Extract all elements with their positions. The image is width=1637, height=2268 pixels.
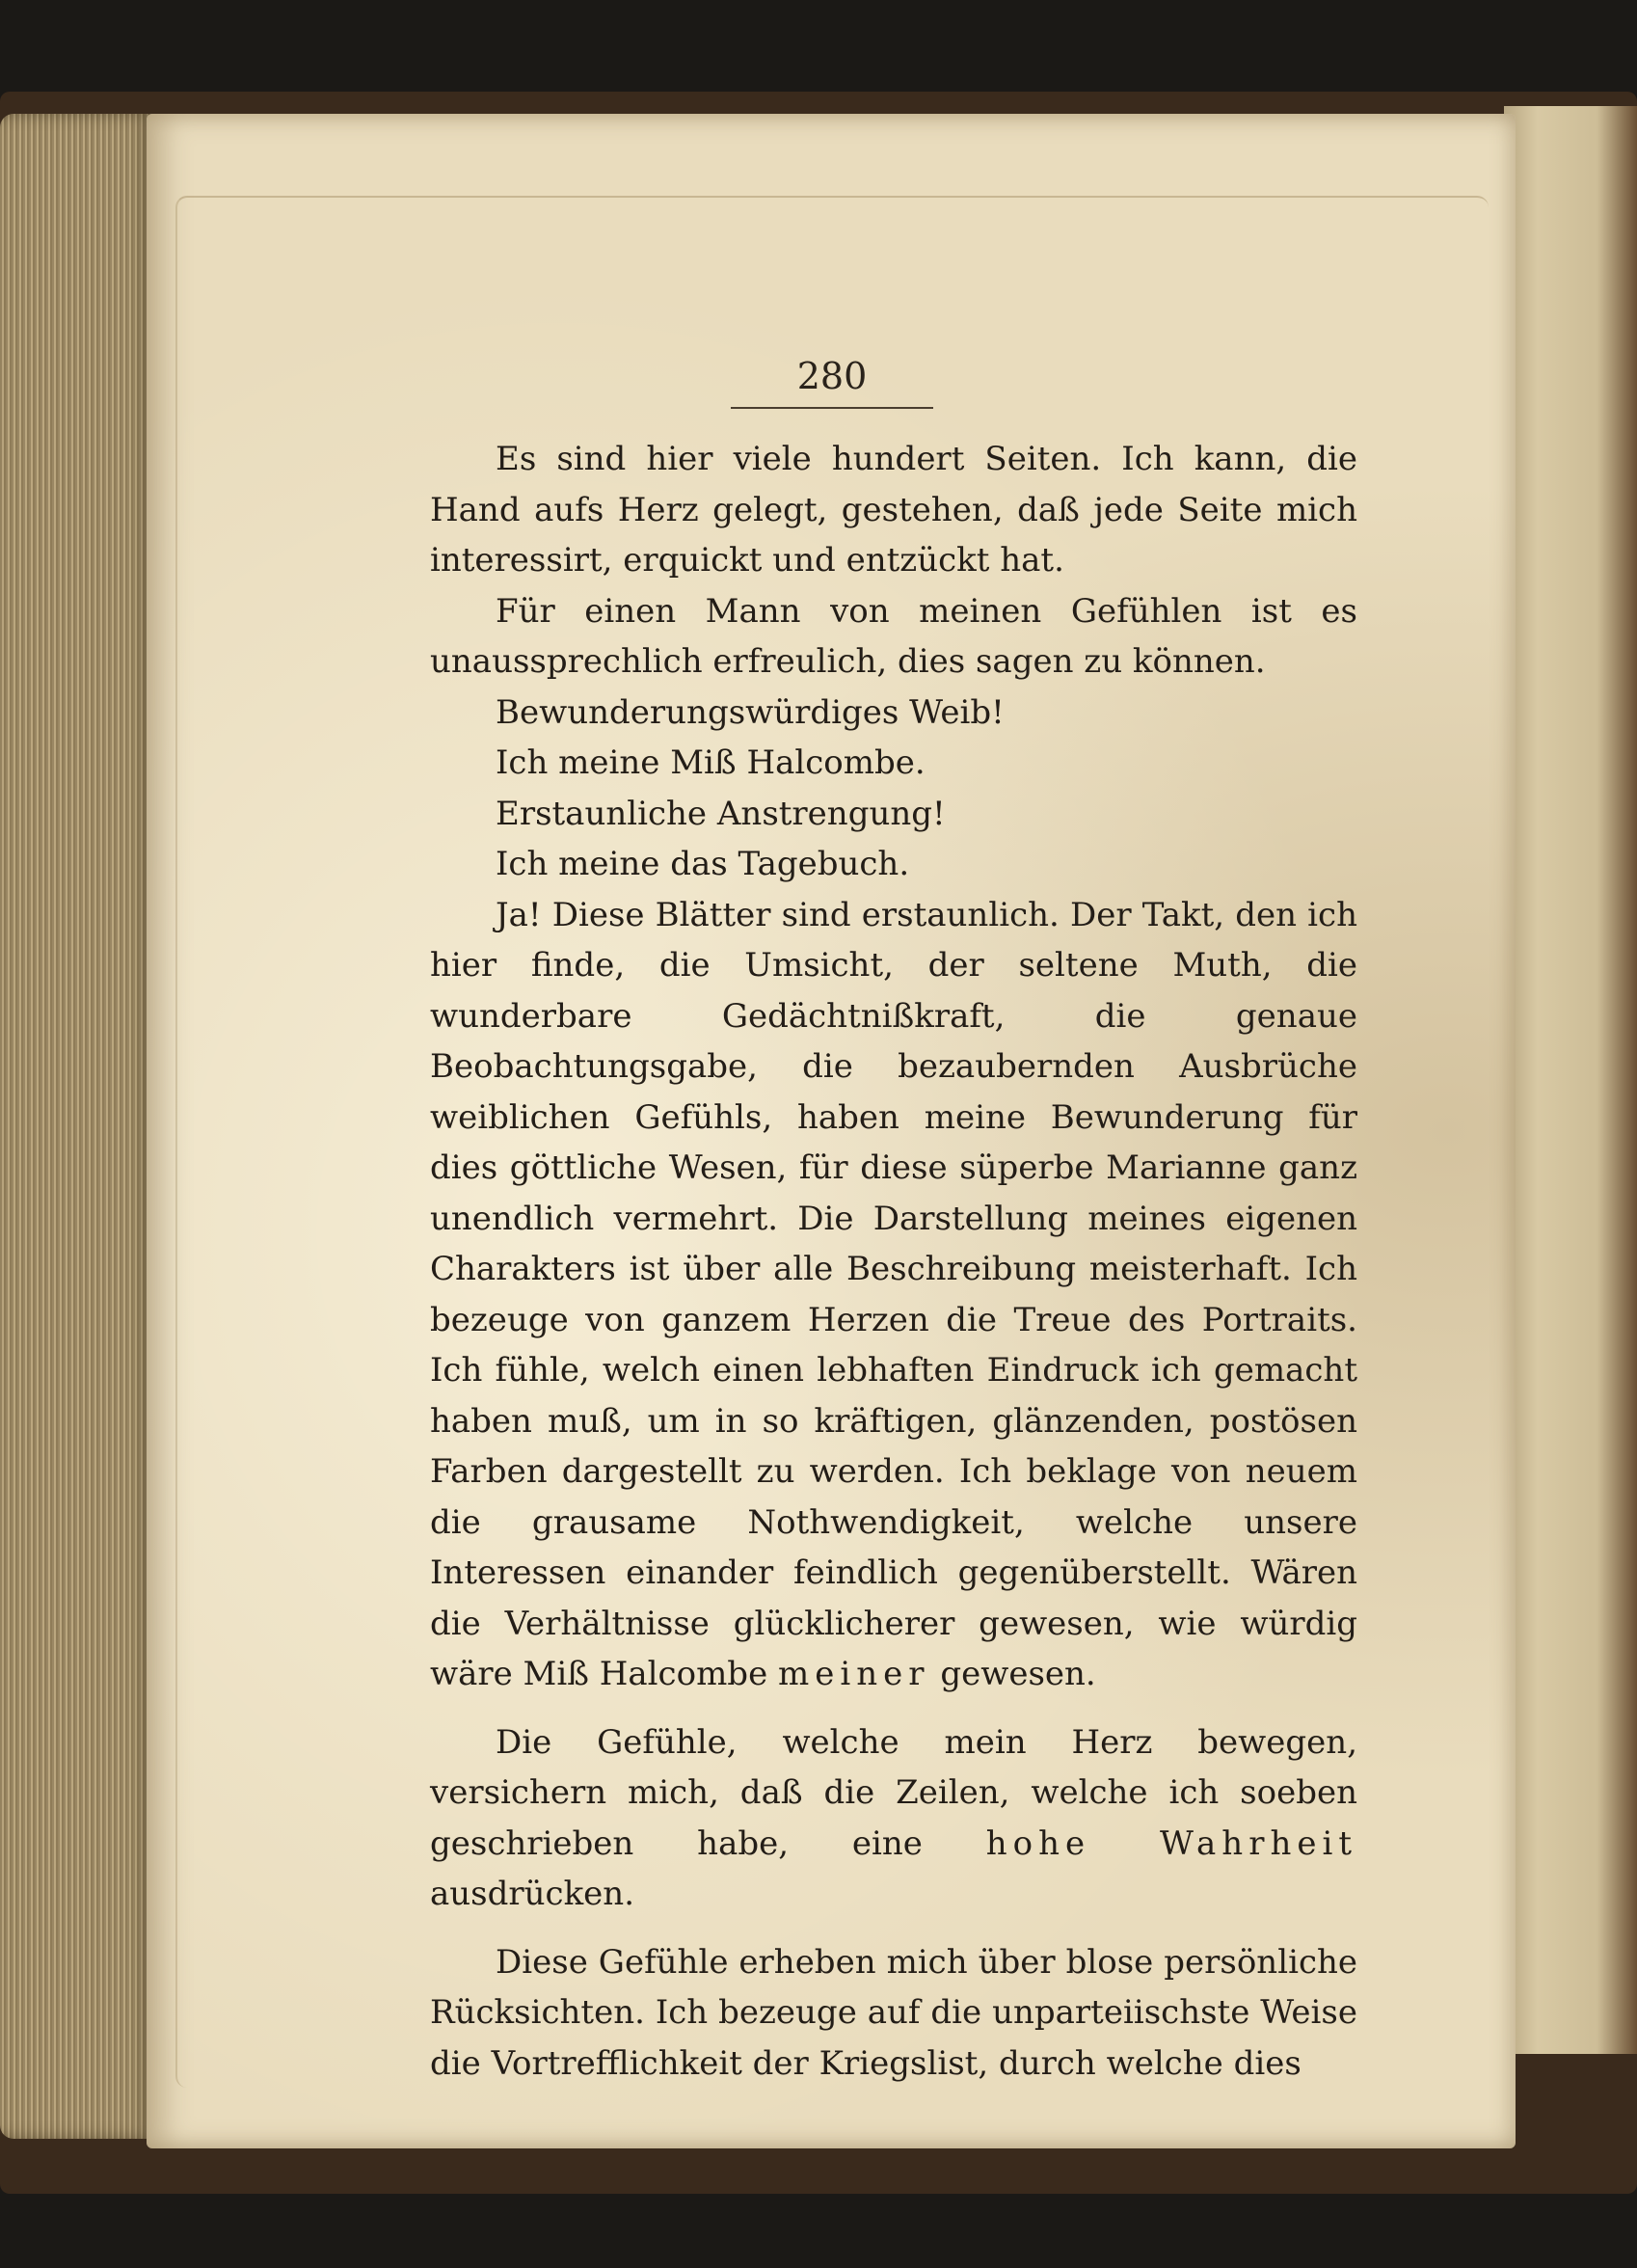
paragraph: Für einen Mann von meinen Gefühlen ist es unaussprechlich erfreulich, dies sagen zu können.	[430, 591, 1357, 681]
page-edges	[0, 114, 154, 2139]
emphasized-text: meiner	[778, 1655, 930, 1693]
paragraph	[430, 890, 1357, 1700]
paragraph-text: ausdrücken.	[430, 1875, 635, 1913]
paragraph: Bewunderungswürdiges Weib!	[496, 692, 1005, 732]
facing-page-edge	[1504, 106, 1637, 2054]
emphasized-text: hohe Wahrheit	[985, 1823, 1357, 1863]
paragraph-text: Ja! Diese Blätter sind erstaunlich. Der Takt, den ich hier finde, die Umsicht, der seltene Muth, die wunderbare Gedächtnißkraft, die genaue Beobachtungsgabe, die bezaubernden Ausbrüche weiblichen Gefühls, haben meine Bewunderung für dies göttliche Wesen, für diese süperbe Marianne ganz unendlich vermehrt. Die Darstellung meines eigenen Charakters ist über alle Beschreibung meisterhaft. Ich bezeuge von ganzem Herzen die Treue des Portraits. Ich fühle, welch einen lebhaften Eindruck ich gemacht haben muß, um in so kräftigen, glänzenden, postösen Farben dargestellt zu werden. Ich beklage von neuem die grausame Nothwendigkeit, welche unsere Interessen einander feindlich gegenüberstellt. Wären die Verhältnisse glücklicherer gewesen, wie würdig wäre Miß Halcombe	[430, 895, 1357, 1693]
paragraph: Erstaunliche Anstrengung!	[496, 794, 946, 833]
paragraph: Es sind hier viele hundert Seiten. Ich kann, die Hand aufs Herz gelegt, gestehen, daß jede Seite mich interessirt, erquickt und entzückt hat.	[430, 440, 1357, 580]
page-number: 280	[731, 355, 933, 409]
paragraph-text: gewesen.	[940, 1655, 1096, 1693]
page-text	[430, 434, 1357, 2089]
paragraph-text: Die Gefühle, welche mein Herz bewegen, versichern mich, daß die Zeilen, welche ich soeben geschrieben habe, eine	[430, 1722, 1357, 1863]
paragraph: Ich meine Miß Halcombe.	[496, 743, 926, 782]
paragraph: Ich meine das Tagebuch.	[496, 845, 910, 883]
paragraph: Diese Gefühle erheben mich über blose persönliche Rücksichten. Ich bezeuge auf die unparteiischste Weise die Vortrefflichkeit der Kriegslist, durch welche dies	[430, 1942, 1357, 2083]
paragraph	[430, 1717, 1357, 1920]
